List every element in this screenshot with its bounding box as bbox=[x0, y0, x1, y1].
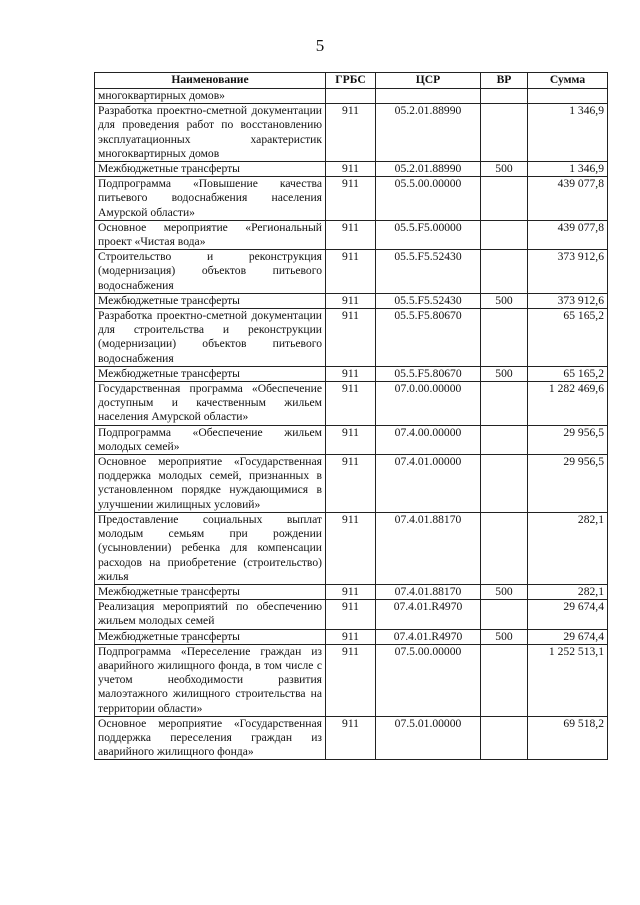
cell-grbs: 911 bbox=[326, 425, 376, 454]
table-row bbox=[95, 250, 608, 294]
table-row bbox=[95, 162, 608, 177]
cell-grbs: 911 bbox=[326, 162, 376, 177]
cell-csr: 05.5.F5.80670 bbox=[376, 309, 481, 367]
table-row bbox=[95, 716, 608, 760]
cell-csr: 07.4.01.00000 bbox=[376, 455, 481, 513]
cell-vr bbox=[481, 177, 528, 221]
cell-vr: 500 bbox=[481, 584, 528, 599]
cell-grbs: 911 bbox=[326, 629, 376, 644]
cell-grbs: 911 bbox=[326, 716, 376, 760]
table-row bbox=[95, 177, 608, 221]
cell-csr: 07.5.00.00000 bbox=[376, 644, 481, 716]
cell-csr: 07.4.01.R4970 bbox=[376, 629, 481, 644]
cell-grbs: 911 bbox=[326, 600, 376, 629]
cell-grbs: 911 bbox=[326, 584, 376, 599]
cell-csr bbox=[376, 89, 481, 104]
cell-csr: 07.4.01.88170 bbox=[376, 584, 481, 599]
cell-sum: 1 252 513,1 bbox=[528, 644, 608, 716]
cell-grbs: 911 bbox=[326, 644, 376, 716]
cell-name: Подпрограмма «Повышение качества питьевого водоснабжения населения Амурской области» bbox=[95, 177, 326, 221]
cell-sum: 1 282 469,6 bbox=[528, 382, 608, 426]
cell-vr bbox=[481, 425, 528, 454]
cell-csr: 05.5.F5.52430 bbox=[376, 293, 481, 308]
cell-sum: 373 912,6 bbox=[528, 250, 608, 294]
cell-csr: 07.4.01.88170 bbox=[376, 512, 481, 584]
cell-grbs: 911 bbox=[326, 177, 376, 221]
cell-grbs: 911 bbox=[326, 104, 376, 162]
cell-name: Реализация мероприятий по обеспечению жильем молодых семей bbox=[95, 600, 326, 629]
cell-csr: 05.5.F5.00000 bbox=[376, 220, 481, 249]
cell-vr bbox=[481, 104, 528, 162]
cell-grbs: 911 bbox=[326, 512, 376, 584]
cell-vr: 500 bbox=[481, 366, 528, 381]
cell-grbs: 911 bbox=[326, 309, 376, 367]
cell-grbs bbox=[326, 89, 376, 104]
table-row bbox=[95, 512, 608, 584]
header-grbs: ГРБС bbox=[326, 73, 376, 89]
cell-sum: 29 674,4 bbox=[528, 600, 608, 629]
cell-sum: 439 077,8 bbox=[528, 177, 608, 221]
cell-csr: 05.2.01.88990 bbox=[376, 104, 481, 162]
table-row bbox=[95, 382, 608, 426]
cell-name: Государственная программа «Обеспечение доступным и качественным жильем населения Амурской области» bbox=[95, 382, 326, 426]
cell-sum: 1 346,9 bbox=[528, 104, 608, 162]
cell-name: Основное мероприятие «Государственная поддержка молодых семей, признанных в установленном порядке нуждающимися в улучшении жилищных условий» bbox=[95, 455, 326, 513]
table-row bbox=[95, 600, 608, 629]
table-row bbox=[95, 89, 608, 104]
cell-sum: 69 518,2 bbox=[528, 716, 608, 760]
header-csr: ЦСР bbox=[376, 73, 481, 89]
cell-name: Межбюджетные трансферты bbox=[95, 584, 326, 599]
table-row bbox=[95, 366, 608, 381]
cell-name: Разработка проектно-сметной документации для проведения работ по восстановлению эксплуатационных характеристик многоквартирных домов bbox=[95, 104, 326, 162]
cell-sum: 439 077,8 bbox=[528, 220, 608, 249]
cell-vr: 500 bbox=[481, 293, 528, 308]
cell-vr: 500 bbox=[481, 162, 528, 177]
cell-sum: 282,1 bbox=[528, 512, 608, 584]
cell-sum: 29 956,5 bbox=[528, 455, 608, 513]
cell-sum: 282,1 bbox=[528, 584, 608, 599]
cell-vr bbox=[481, 716, 528, 760]
cell-vr bbox=[481, 250, 528, 294]
cell-name: Межбюджетные трансферты bbox=[95, 293, 326, 308]
table-row bbox=[95, 220, 608, 249]
cell-vr: 500 bbox=[481, 629, 528, 644]
cell-csr: 05.2.01.88990 bbox=[376, 162, 481, 177]
cell-vr bbox=[481, 382, 528, 426]
cell-csr: 07.4.00.00000 bbox=[376, 425, 481, 454]
cell-vr bbox=[481, 89, 528, 104]
cell-grbs: 911 bbox=[326, 250, 376, 294]
cell-sum: 1 346,9 bbox=[528, 162, 608, 177]
budget-table bbox=[94, 72, 608, 760]
cell-vr bbox=[481, 644, 528, 716]
table-row bbox=[95, 309, 608, 367]
cell-sum: 65 165,2 bbox=[528, 309, 608, 367]
cell-grbs: 911 bbox=[326, 293, 376, 308]
cell-vr bbox=[481, 309, 528, 367]
cell-grbs: 911 bbox=[326, 382, 376, 426]
cell-name: Разработка проектно-сметной документации для строительства и реконструкции (модернизации) объектов питьевого водоснабжения bbox=[95, 309, 326, 367]
cell-name: Межбюджетные трансферты bbox=[95, 629, 326, 644]
cell-csr: 07.0.00.00000 bbox=[376, 382, 481, 426]
cell-csr: 05.5.F5.52430 bbox=[376, 250, 481, 294]
cell-csr: 05.5.00.00000 bbox=[376, 177, 481, 221]
cell-vr bbox=[481, 512, 528, 584]
table-row bbox=[95, 584, 608, 599]
cell-vr bbox=[481, 600, 528, 629]
cell-grbs: 911 bbox=[326, 366, 376, 381]
cell-name: Межбюджетные трансферты bbox=[95, 366, 326, 381]
table-header-row bbox=[95, 73, 608, 89]
cell-csr: 07.5.01.00000 bbox=[376, 716, 481, 760]
cell-name: многоквартирных домов» bbox=[95, 89, 326, 104]
cell-sum: 65 165,2 bbox=[528, 366, 608, 381]
table-row bbox=[95, 629, 608, 644]
cell-name: Подпрограмма «Обеспечение жильем молодых семей» bbox=[95, 425, 326, 454]
cell-grbs: 911 bbox=[326, 455, 376, 513]
cell-sum: 373 912,6 bbox=[528, 293, 608, 308]
cell-csr: 07.4.01.R4970 bbox=[376, 600, 481, 629]
page-number: 5 bbox=[315, 36, 325, 55]
cell-name: Подпрограмма «Переселение граждан из аварийного жилищного фонда, в том числе с учетом необходимости развития малоэтажного жилищного строительства на территории области» bbox=[95, 644, 326, 716]
table-row bbox=[95, 104, 608, 162]
table-row bbox=[95, 425, 608, 454]
cell-grbs: 911 bbox=[326, 220, 376, 249]
cell-sum: 29 674,4 bbox=[528, 629, 608, 644]
cell-vr bbox=[481, 455, 528, 513]
cell-vr bbox=[481, 220, 528, 249]
header-name: Наименование bbox=[95, 73, 326, 89]
cell-name: Основное мероприятие «Государственная поддержка переселения граждан из аварийного жилищного фонда» bbox=[95, 716, 326, 760]
cell-csr: 05.5.F5.80670 bbox=[376, 366, 481, 381]
table-row bbox=[95, 455, 608, 513]
table-body bbox=[95, 89, 608, 760]
cell-sum: 29 956,5 bbox=[528, 425, 608, 454]
cell-name: Межбюджетные трансферты bbox=[95, 162, 326, 177]
table-row bbox=[95, 644, 608, 716]
cell-name: Строительство и реконструкция (модернизация) объектов питьевого водоснабжения bbox=[95, 250, 326, 294]
cell-sum bbox=[528, 89, 608, 104]
header-sum: Сумма bbox=[528, 73, 608, 89]
cell-name: Основное мероприятие «Региональный проект «Чистая вода» bbox=[95, 220, 326, 249]
table-row bbox=[95, 293, 608, 308]
cell-name: Предоставление социальных выплат молодым семьям при рождении (усыновлении) ребенка для компенсации расходов на приобретение (строительство) жилья bbox=[95, 512, 326, 584]
header-vr: ВР bbox=[481, 73, 528, 89]
